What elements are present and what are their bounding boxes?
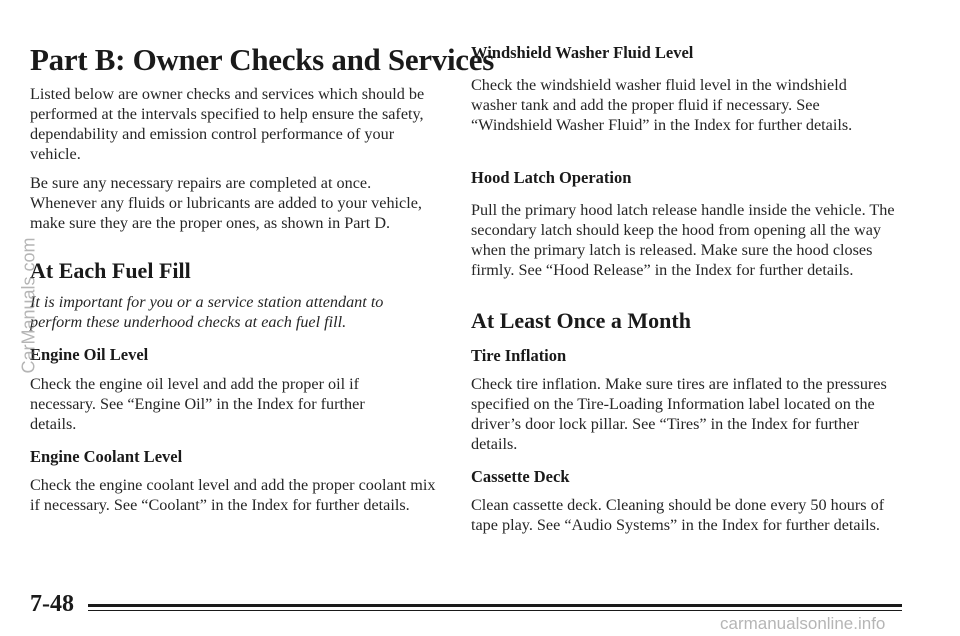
engine-oil-heading: Engine Oil Level [30,345,149,364]
section-heading-fuel-fill: At Each Fuel Fill [30,258,191,283]
hood-latch-heading: Hood Latch Operation [471,168,632,187]
footer-rule-thick [88,604,902,607]
page-number: 7-48 [30,591,74,617]
fuel-fill-note: It is important for you or a service station attendant to perform these underhood checks at each fuel fill. [30,293,384,331]
footer-rule-thin [88,610,902,611]
bottom-watermark: carmanualsonline.info [720,614,886,633]
engine-coolant-text: Check the engine coolant level and add the proper coolant mix if necessary. See “Coolant” in the Index for further details. [30,476,436,514]
cassette-deck-heading: Cassette Deck [471,467,570,486]
cassette-deck-text: Clean cassette deck. Cleaning should be done every 50 hours of tape play. See “Audio Systems” in the Index for further details. [471,496,885,534]
page-title: Part B: Owner Checks and Services [30,42,494,77]
tire-inflation-heading: Tire Inflation [471,346,567,365]
washer-fluid-heading: Windshield Washer Fluid Level [471,43,694,62]
engine-coolant-heading: Engine Coolant Level [30,447,183,466]
side-watermark: CarManuals.com [18,237,39,374]
intro-paragraph-2: Be sure any necessary repairs are completed at once. Whenever any fluids or lubricants are added to your vehicle, make sure they are the proper ones, as shown in Part D. [30,174,422,232]
section-heading-monthly: At Least Once a Month [471,308,691,333]
engine-oil-text: Check the engine oil level and add the proper oil if necessary. See “Engine Oil” in the Index for further details. [30,375,365,433]
intro-paragraph-1: Listed below are owner checks and services which should be performed at the intervals specified to help ensure the safety, dependability and emission control performance of your vehicle. [30,85,425,163]
hood-latch-text: Pull the primary hood latch release handle inside the vehicle. The secondary latch should keep the hood from opening all the way when the primary latch is released. Make sure the hood closes firmly. See “Hood Release” in the Index for further details. [471,201,895,279]
washer-fluid-text: Check the windshield washer fluid level in the windshield washer tank and add the proper fluid if necessary. See “Windshield Washer Fluid” in the Index for further details. [471,76,853,134]
tire-inflation-text: Check tire inflation. Make sure tires are inflated to the pressures specified on the Tire-Loading Information label located on the driver’s door lock pillar. See “Tires” in the Index for further details. [471,375,887,453]
